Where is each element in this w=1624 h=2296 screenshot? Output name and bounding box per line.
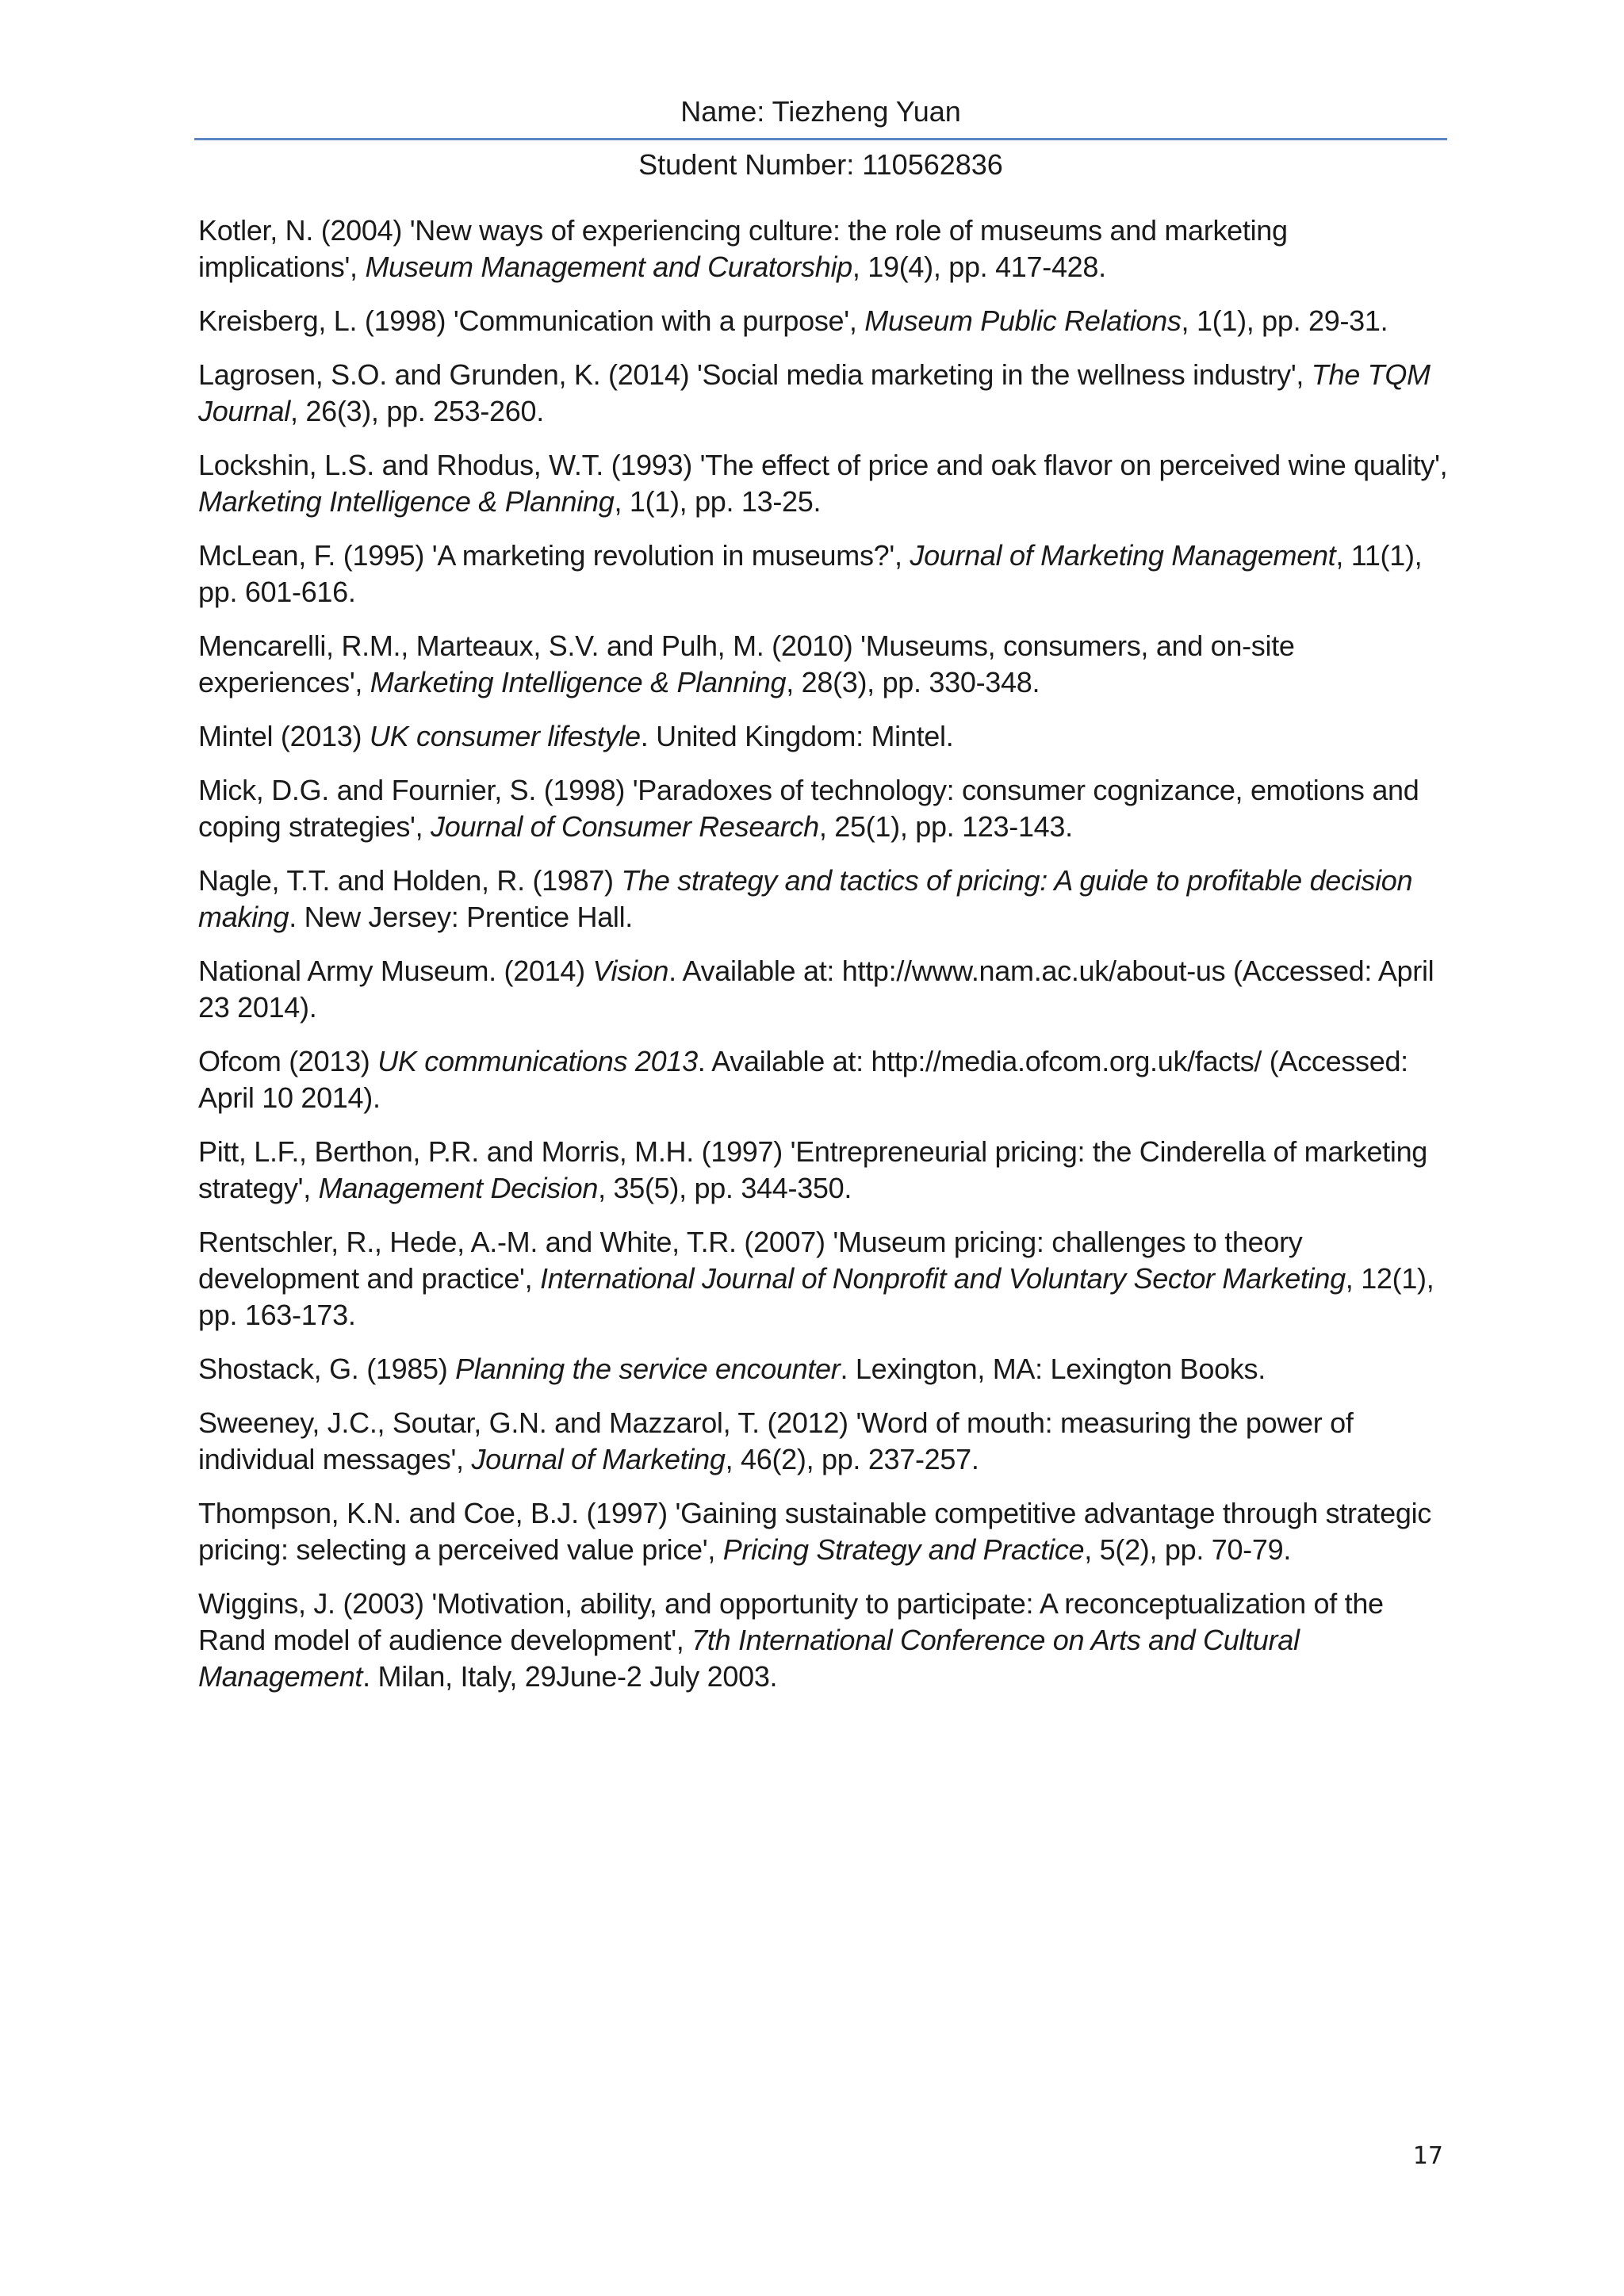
reference-details: , 5(2), pp. 70-79.	[1084, 1533, 1292, 1566]
reference-source-title: Journal of Marketing Management	[910, 539, 1336, 572]
reference-details: , 35(5), pp. 344-350.	[598, 1172, 852, 1204]
reference-text: Mencarelli, R.M., Marteaux, S.V. and Pulh, M. (2010) 'Museums, consumers, and on-site experiences',	[198, 629, 1295, 698]
reference-entry	[198, 303, 1451, 339]
reference-text: National Army Museum. (2014)	[198, 955, 593, 987]
reference-text: McLean, F. (1995) 'A marketing revolution in museums?',	[198, 539, 910, 572]
page-header	[194, 89, 1447, 188]
reference-text: Nagle, T.T. and Holden, R. (1987)	[198, 864, 622, 897]
reference-details: , 1(1), pp. 13-25.	[614, 485, 822, 518]
reference-details: . United Kingdom: Mintel.	[640, 720, 954, 752]
student-number: Student Number: 110562836	[638, 148, 1003, 181]
reference-text: Rentschler, R., Hede, A.-M. and White, T.R. (2007) 'Museum pricing: challenges to theory development and practice',	[198, 1226, 1303, 1295]
reference-entry	[198, 1134, 1451, 1207]
reference-entry	[198, 538, 1451, 610]
reference-details: . Available at: http://www.nam.ac.uk/about-us (Accessed: April 23 2014).	[198, 955, 1434, 1024]
reference-text: Ofcom (2013)	[198, 1045, 378, 1077]
reference-source-title: Journal of Marketing	[471, 1443, 726, 1475]
reference-details: , 28(3), pp. 330-348.	[786, 666, 1040, 698]
reference-entry	[198, 1586, 1451, 1695]
reference-source-title: Pricing Strategy and Practice	[722, 1533, 1085, 1566]
header-divider	[194, 138, 1447, 140]
reference-entry	[198, 1405, 1451, 1478]
reference-text: Mick, D.G. and Fournier, S. (1998) 'Paradoxes of technology: consumer cognizance, emotions and coping strategies',	[198, 774, 1419, 843]
reference-details: . New Jersey: Prentice Hall.	[289, 901, 634, 933]
reference-source-title: Museum Public Relations	[864, 304, 1182, 337]
reference-details: . Milan, Italy, 29June-2 July 2003.	[362, 1660, 778, 1693]
reference-source-title: Journal of Consumer Research	[431, 810, 819, 843]
reference-source-title: UK communications 2013	[377, 1045, 698, 1077]
reference-details: , 12(1), pp. 163-173.	[198, 1262, 1434, 1331]
reference-details: , 19(4), pp. 417-428.	[852, 251, 1106, 283]
reference-entry	[198, 772, 1451, 845]
reference-entry	[198, 357, 1451, 430]
reference-text: Sweeney, J.C., Soutar, G.N. and Mazzarol, T. (2012) 'Word of mouth: measuring the power of individual messages',	[198, 1406, 1354, 1475]
page-number: 17	[1412, 2142, 1443, 2170]
reference-source-title: Management Decision	[318, 1172, 599, 1204]
reference-text: Mintel (2013)	[198, 720, 370, 752]
reference-details: . Lexington, MA: Lexington Books.	[840, 1353, 1266, 1385]
reference-source-title: Marketing Intelligence & Planning	[370, 666, 787, 698]
reference-source-title: UK consumer lifestyle	[369, 720, 641, 752]
reference-entry	[198, 718, 1451, 755]
reference-entry	[198, 863, 1451, 936]
reference-entry	[198, 212, 1451, 285]
reference-details: , 26(3), pp. 253-260.	[289, 395, 544, 427]
reference-entry	[198, 1043, 1451, 1116]
reference-source-title: The TQM Journal	[198, 358, 1431, 427]
reference-entry	[198, 1224, 1451, 1334]
reference-text: Lockshin, L.S. and Rhodus, W.T. (1993) 'The effect of price and oak flavor on perceived wine quality',	[198, 449, 1448, 481]
reference-source-title: Vision	[592, 955, 669, 987]
reference-list	[198, 212, 1451, 1712]
reference-entry	[198, 1495, 1451, 1568]
reference-details: . Available at: http://media.ofcom.org.uk/facts/ (Accessed: April 10 2014).	[198, 1045, 1408, 1114]
reference-text: Kreisberg, L. (1998) 'Communication with a purpose',	[198, 304, 865, 337]
reference-entry	[198, 1351, 1451, 1387]
reference-details: , 1(1), pp. 29-31.	[1181, 304, 1388, 337]
reference-source-title: Marketing Intelligence & Planning	[198, 485, 615, 518]
reference-source-title: 7th International Conference on Arts and Cultural Management	[198, 1624, 1300, 1693]
reference-text: Pitt, L.F., Berthon, P.R. and Morris, M.H. (1997) 'Entrepreneurial pricing: the Cinderella of marketing strategy',	[198, 1135, 1428, 1204]
reference-entry	[198, 447, 1451, 520]
reference-text: Thompson, K.N. and Coe, B.J. (1997) 'Gaining sustainable competitive advantage through strategic pricing: selecting a perceived value price',	[198, 1497, 1431, 1566]
reference-entry	[198, 953, 1451, 1026]
reference-entry	[198, 628, 1451, 701]
reference-details: , 25(1), pp. 123-143.	[818, 810, 1073, 843]
reference-text: Lagrosen, S.O. and Grunden, K. (2014) 'Social media marketing in the wellness industry',	[198, 358, 1312, 391]
reference-text: Shostack, G. (1985)	[198, 1353, 456, 1385]
reference-source-title: The strategy and tactics of pricing: A guide to profitable decision making	[198, 864, 1413, 933]
reference-source-title: Planning the service encounter	[455, 1353, 841, 1385]
reference-text: Wiggins, J. (2003) 'Motivation, ability, and opportunity to participate: A reconceptualization of the Rand model of audience development',	[198, 1587, 1384, 1656]
reference-text: Kotler, N. (2004) 'New ways of experiencing culture: the role of museums and marketing implications',	[198, 214, 1288, 283]
reference-source-title: International Journal of Nonprofit and Voluntary Sector Marketing	[540, 1262, 1346, 1295]
reference-details: , 11(1), pp. 601-616.	[198, 539, 1423, 608]
reference-source-title: Museum Management and Curatorship	[365, 251, 852, 283]
student-name: Name: Tiezheng Yuan	[680, 95, 961, 128]
reference-details: , 46(2), pp. 237-257.	[725, 1443, 979, 1475]
